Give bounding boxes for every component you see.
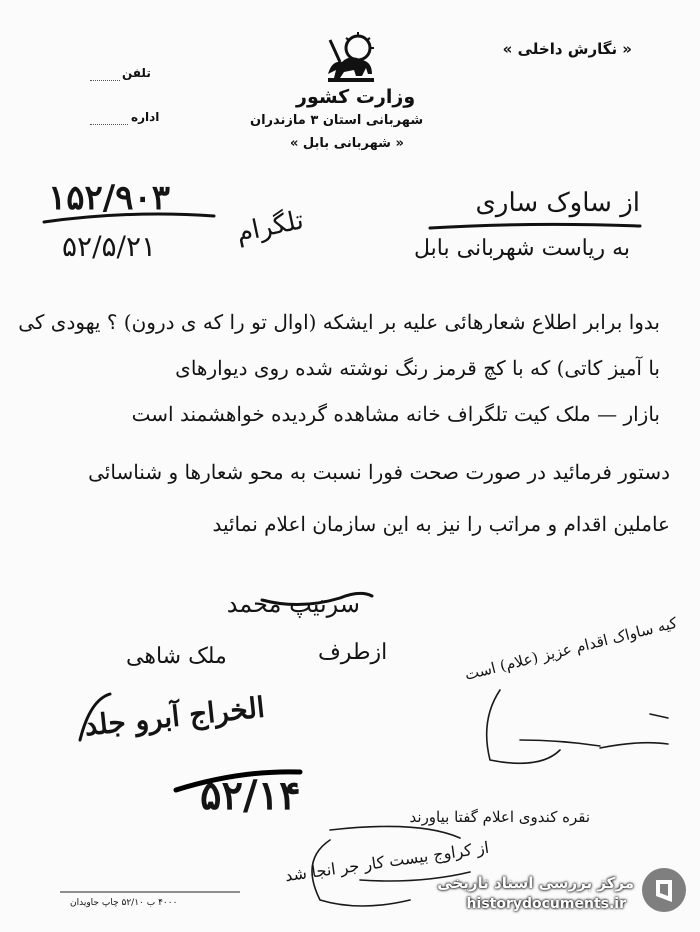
signature-name: ملک شاهی: [126, 644, 227, 669]
body-line-4: دستور فرمائید در صورت صحت فورا نسبت به محو شعارها و شناسائی: [88, 460, 670, 484]
reference-date: ۵۲/۵/۲۱: [62, 230, 157, 263]
margin-note-right: کیه ساواک اقدام عزیز (علام) است: [462, 613, 679, 684]
classification-label: « نگارش داخلی »: [502, 40, 632, 58]
reference-number: ۱۵۲/۹۰۳: [48, 178, 170, 218]
margin-note-bottom-2: از کراوج بیست کار جر انجا شد: [283, 837, 491, 886]
watermark-text: مرکز بررسی اسناد تاریخی: [437, 874, 634, 892]
office-label: اداره: [131, 110, 160, 124]
department-title: شهربانی استان ۳ مازندران: [250, 113, 424, 128]
body-line-2: با آمیز کاتی) که با کچ قرمز رنگ نوشته شده روی دیوارهای: [175, 356, 660, 380]
to-line: به ریاست شهربانی بابل: [414, 236, 630, 261]
body-line-1: بدوا برابر اطلاع شعارهائی علیه بر ایشکه (اوال تو را که ی درون) ؟ یهودی کی: [18, 310, 660, 334]
body-line-3: بازار — ملک کیت تلگراف خانه مشاهده گردیده خواهشمند است: [131, 402, 660, 426]
signature-from: ازطرف: [318, 640, 388, 665]
signature-line-1: سرتیپ محمد: [226, 590, 360, 618]
phone-label: تلفن: [122, 66, 151, 80]
print-info: ۴۰۰۰ ب ۵۲/۱۰ چاپ جاویدان: [70, 898, 178, 908]
telegram-label: تلگرام: [233, 205, 307, 249]
margin-note-bottom-1: نقره کندوی اعلام گفتا بیاورند: [409, 808, 590, 826]
body-line-5: عاملین اقدام و مراتب را نیز به این سازمان اعلام نمائید: [212, 512, 670, 536]
margin-note-center: الخراج آبرو جلد: [82, 690, 267, 743]
ministry-title: وزارت کشور: [296, 86, 416, 108]
margin-note-number: ۵۲/۱۴: [200, 772, 301, 819]
watermark-url: historydocuments.ir: [466, 896, 626, 912]
city-title: « شهربانی بابل »: [290, 136, 404, 151]
from-line: از ساوک ساری: [475, 188, 640, 218]
